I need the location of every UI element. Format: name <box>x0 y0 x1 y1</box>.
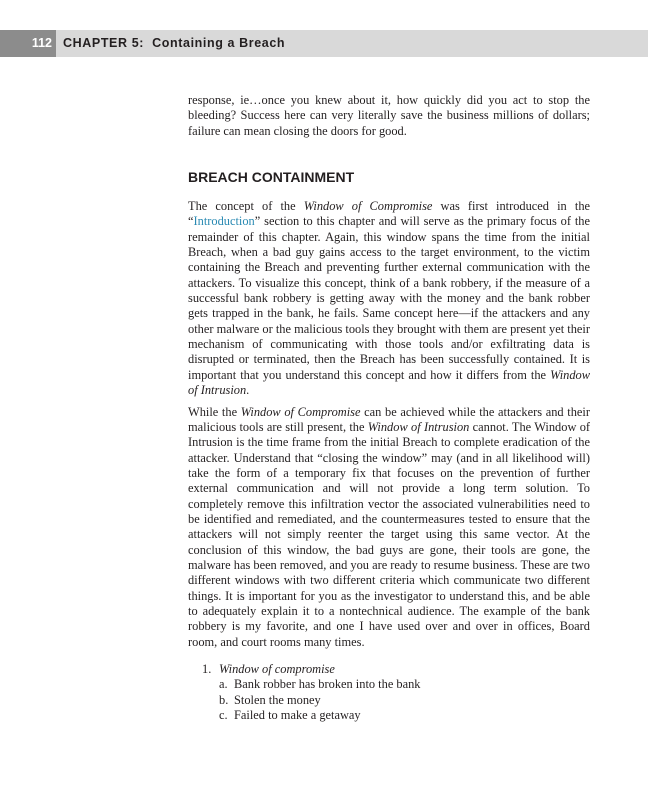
sub-list-letter: b. <box>219 692 229 707</box>
sub-list-item <box>219 693 590 708</box>
window-of-compromise-paragraph <box>188 199 590 398</box>
text-run: While the <box>188 404 241 419</box>
text-run: The concept of the <box>188 199 304 214</box>
sub-list-item <box>219 708 590 723</box>
section-heading: BREACH CONTAINMENT <box>188 169 355 186</box>
text-run: ” section to this chapter and will serve as the primary focus of the remainder of this chapter. Again, this window spans the time from the initial Breach, when a bad guy gains access to the target environment, to the victim containing the Breach and preventing further external communication with the attackers. To visualize this concept, think of a bank robbery, if the measure of a successful bank robbery is getting away with the money and the bank robber gets trapped in the bank, he fails. Same concept here—if the attackers and any other malware or the malicious tools they brought with them are present yet their mechanism of communicating with those tools and/or exfiltrating data is disrupted or terminated, then the Breach has been successfully contained. It is important that you understand this concept and how it differs from the <box>188 214 590 382</box>
text-run: can be achieved while the attackers and their malicious tools are still present, the <box>188 404 590 434</box>
text-run: cannot. The Window of Intrusion is the time frame from the initial Breach to complete eradication of the attacker. Understand that “closing the window” may (and in all likelihood will) take the form of a temporary fix that focuses on the prevention of further external communication and will not provide a long term solution. To completely remove this infiltration vector the associated vulnerabilities need to be identified and remediated, and the countermeasures tested to ensure that the attackers will not simply reenter the target using this same vector. At the conclusion of this window, the bad guys are gone, their tools are gone, the malware has been removed, and you are ready to resume business. These are two different windows with two different criteria which communicate two different things. It is important for you as the investigator to understand this, and be able to adequately explain it to a nontechnical audience. The example of the bank robbery is my favorite, and one I have used over and over in offices, Board room, and court rooms many times. <box>188 419 591 649</box>
numbered-list <box>202 662 590 723</box>
sub-list-letter: c. <box>219 708 228 723</box>
list-item <box>202 662 590 677</box>
chapter-title <box>63 30 285 57</box>
emphasis: Window of Intrusion <box>188 367 590 398</box>
list-number: 1. <box>202 662 212 676</box>
emphasis: Window of Intrusion <box>367 419 470 434</box>
page-body <box>188 93 590 723</box>
intro-paragraph: response, ie…once you knew about it, how quickly did you act to stop the bleeding? Success here can very literally save the business millions of dollars; failure can mean closing the doors for good. <box>188 93 590 138</box>
page-number: 112 <box>0 30 56 57</box>
sub-list-item <box>219 677 590 692</box>
chapter-label: CHAPTER 5: <box>63 36 145 50</box>
sub-list <box>219 677 590 723</box>
emphasis: Window of Compromise <box>303 199 433 214</box>
list-item-title: Window of compromise <box>219 662 335 676</box>
chapter-name: Containing a Breach <box>152 36 286 50</box>
running-header <box>0 30 648 57</box>
emphasis: Window of Compromise <box>240 404 361 419</box>
text-run: was first introduced in the “ <box>188 199 591 229</box>
window-of-intrusion-paragraph <box>188 405 590 651</box>
sub-list-text: Stolen the money <box>234 692 321 707</box>
sub-list-letter: a. <box>219 677 228 692</box>
sub-list-text: Bank robber has broken into the bank <box>234 677 421 692</box>
introduction-link[interactable]: Introduction <box>193 214 255 229</box>
sub-list-text: Failed to make a getaway <box>234 708 361 723</box>
text-run: . <box>246 383 250 398</box>
